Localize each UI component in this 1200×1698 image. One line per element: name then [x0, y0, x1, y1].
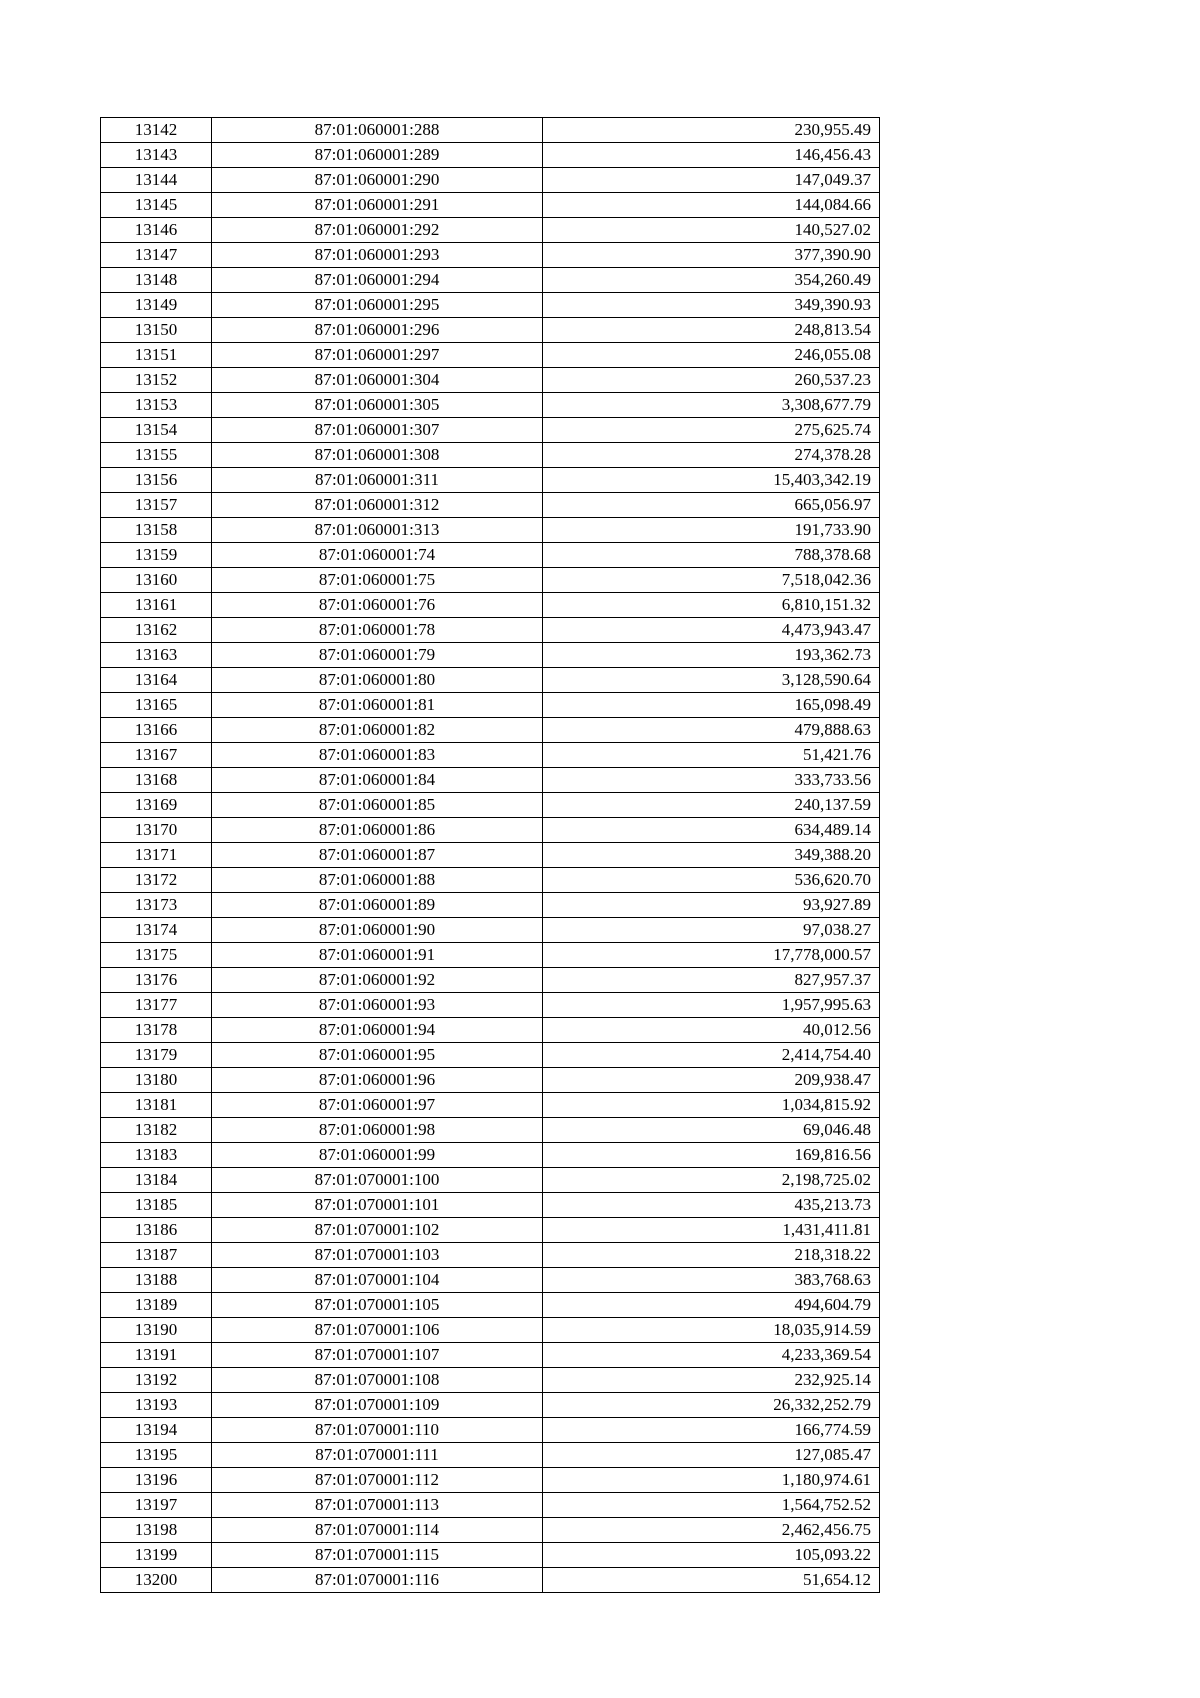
cadastral-number-cell: 87:01:060001:93 — [212, 993, 543, 1018]
cadastral-number-cell: 87:01:060001:297 — [212, 343, 543, 368]
table-row — [101, 368, 880, 393]
value-cell: 191,733.90 — [543, 518, 880, 543]
value-cell: 6,810,151.32 — [543, 593, 880, 618]
value-cell: 93,927.89 — [543, 893, 880, 918]
value-cell: 169,816.56 — [543, 1143, 880, 1168]
row-number-cell: 13170 — [101, 818, 212, 843]
table-row — [101, 293, 880, 318]
value-cell: 144,084.66 — [543, 193, 880, 218]
table-row — [101, 1393, 880, 1418]
row-number-cell: 13150 — [101, 318, 212, 343]
table-row — [101, 318, 880, 343]
value-cell: 665,056.97 — [543, 493, 880, 518]
table-row — [101, 118, 880, 143]
table-row — [101, 143, 880, 168]
cadastral-number-cell: 87:01:060001:92 — [212, 968, 543, 993]
row-number-cell: 13166 — [101, 718, 212, 743]
row-number-cell: 13190 — [101, 1318, 212, 1343]
table-row — [101, 1543, 880, 1568]
value-cell: 634,489.14 — [543, 818, 880, 843]
table-row — [101, 1068, 880, 1093]
cadastral-number-cell: 87:01:060001:307 — [212, 418, 543, 443]
row-number-cell: 13194 — [101, 1418, 212, 1443]
cadastral-number-cell: 87:01:060001:91 — [212, 943, 543, 968]
table-row — [101, 818, 880, 843]
value-cell: 1,180,974.61 — [543, 1468, 880, 1493]
cadastral-number-cell: 87:01:060001:290 — [212, 168, 543, 193]
value-cell: 349,390.93 — [543, 293, 880, 318]
table-row — [101, 543, 880, 568]
value-cell: 435,213.73 — [543, 1193, 880, 1218]
value-cell: 18,035,914.59 — [543, 1318, 880, 1343]
table-row — [101, 1518, 880, 1543]
row-number-cell: 13146 — [101, 218, 212, 243]
cadastral-number-cell: 87:01:060001:78 — [212, 618, 543, 643]
table-row — [101, 843, 880, 868]
table-row — [101, 943, 880, 968]
table-row — [101, 568, 880, 593]
value-cell: 2,414,754.40 — [543, 1043, 880, 1068]
row-number-cell: 13164 — [101, 668, 212, 693]
value-cell: 127,085.47 — [543, 1443, 880, 1468]
table-row — [101, 1568, 880, 1593]
value-cell: 230,955.49 — [543, 118, 880, 143]
row-number-cell: 13168 — [101, 768, 212, 793]
table-row — [101, 1193, 880, 1218]
cadastral-number-cell: 87:01:070001:108 — [212, 1368, 543, 1393]
table-row — [101, 1168, 880, 1193]
cadastral-number-cell: 87:01:070001:101 — [212, 1193, 543, 1218]
table-row — [101, 1493, 880, 1518]
value-cell: 51,421.76 — [543, 743, 880, 768]
value-cell: 3,308,677.79 — [543, 393, 880, 418]
cadastral-number-cell: 87:01:060001:308 — [212, 443, 543, 468]
row-number-cell: 13187 — [101, 1243, 212, 1268]
table-row — [101, 718, 880, 743]
value-cell: 4,233,369.54 — [543, 1343, 880, 1368]
cadastral-number-cell: 87:01:070001:116 — [212, 1568, 543, 1593]
row-number-cell: 13162 — [101, 618, 212, 643]
value-cell: 7,518,042.36 — [543, 568, 880, 593]
row-number-cell: 13159 — [101, 543, 212, 568]
cadastral-number-cell: 87:01:070001:115 — [212, 1543, 543, 1568]
cadastral-number-cell: 87:01:060001:85 — [212, 793, 543, 818]
cadastral-number-cell: 87:01:060001:295 — [212, 293, 543, 318]
cadastral-number-cell: 87:01:060001:291 — [212, 193, 543, 218]
row-number-cell: 13144 — [101, 168, 212, 193]
row-number-cell: 13177 — [101, 993, 212, 1018]
cadastral-number-cell: 87:01:070001:111 — [212, 1443, 543, 1468]
table-row — [101, 993, 880, 1018]
row-number-cell: 13189 — [101, 1293, 212, 1318]
row-number-cell: 13156 — [101, 468, 212, 493]
row-number-cell: 13165 — [101, 693, 212, 718]
table-row — [101, 893, 880, 918]
table-row — [101, 768, 880, 793]
row-number-cell: 13142 — [101, 118, 212, 143]
value-cell: 479,888.63 — [543, 718, 880, 743]
row-number-cell: 13176 — [101, 968, 212, 993]
table-row — [101, 1443, 880, 1468]
table-row — [101, 1093, 880, 1118]
value-cell: 248,813.54 — [543, 318, 880, 343]
table-row — [101, 1243, 880, 1268]
value-cell: 1,957,995.63 — [543, 993, 880, 1018]
table-row — [101, 1293, 880, 1318]
row-number-cell: 13181 — [101, 1093, 212, 1118]
row-number-cell: 13198 — [101, 1518, 212, 1543]
row-number-cell: 13186 — [101, 1218, 212, 1243]
table-row — [101, 668, 880, 693]
row-number-cell: 13151 — [101, 343, 212, 368]
table-row — [101, 418, 880, 443]
table-row — [101, 493, 880, 518]
cadastral-number-cell: 87:01:060001:311 — [212, 468, 543, 493]
cadastral-number-cell: 87:01:060001:86 — [212, 818, 543, 843]
value-cell: 1,034,815.92 — [543, 1093, 880, 1118]
cadastral-number-cell: 87:01:070001:103 — [212, 1243, 543, 1268]
row-number-cell: 13172 — [101, 868, 212, 893]
value-cell: 218,318.22 — [543, 1243, 880, 1268]
table-row — [101, 1018, 880, 1043]
value-cell: 40,012.56 — [543, 1018, 880, 1043]
value-cell: 246,055.08 — [543, 343, 880, 368]
cadastral-number-cell: 87:01:060001:88 — [212, 868, 543, 893]
cadastral-number-cell: 87:01:060001:304 — [212, 368, 543, 393]
cadastral-number-cell: 87:01:060001:97 — [212, 1093, 543, 1118]
row-number-cell: 13152 — [101, 368, 212, 393]
value-cell: 240,137.59 — [543, 793, 880, 818]
cadastral-number-cell: 87:01:060001:82 — [212, 718, 543, 743]
row-number-cell: 13167 — [101, 743, 212, 768]
cadastral-number-cell: 87:01:060001:294 — [212, 268, 543, 293]
row-number-cell: 13192 — [101, 1368, 212, 1393]
cadastral-number-cell: 87:01:060001:79 — [212, 643, 543, 668]
row-number-cell: 13178 — [101, 1018, 212, 1043]
cadastral-number-cell: 87:01:060001:312 — [212, 493, 543, 518]
table-row — [101, 468, 880, 493]
value-cell: 383,768.63 — [543, 1268, 880, 1293]
table-row — [101, 168, 880, 193]
row-number-cell: 13188 — [101, 1268, 212, 1293]
cadastral-number-cell: 87:01:070001:100 — [212, 1168, 543, 1193]
table-row — [101, 518, 880, 543]
row-number-cell: 13145 — [101, 193, 212, 218]
table-row — [101, 618, 880, 643]
table-row — [101, 1318, 880, 1343]
table-row — [101, 1268, 880, 1293]
row-number-cell: 13155 — [101, 443, 212, 468]
table-row — [101, 1143, 880, 1168]
row-number-cell: 13200 — [101, 1568, 212, 1593]
row-number-cell: 13175 — [101, 943, 212, 968]
table-row — [101, 868, 880, 893]
cadastral-number-cell: 87:01:070001:110 — [212, 1418, 543, 1443]
row-number-cell: 13185 — [101, 1193, 212, 1218]
cadastral-number-cell: 87:01:060001:76 — [212, 593, 543, 618]
value-cell: 105,093.22 — [543, 1543, 880, 1568]
row-number-cell: 13196 — [101, 1468, 212, 1493]
table-row — [101, 1368, 880, 1393]
cadastral-number-cell: 87:01:060001:296 — [212, 318, 543, 343]
value-cell: 354,260.49 — [543, 268, 880, 293]
table-row — [101, 268, 880, 293]
row-number-cell: 13199 — [101, 1543, 212, 1568]
row-number-cell: 13171 — [101, 843, 212, 868]
cadastral-number-cell: 87:01:070001:109 — [212, 1393, 543, 1418]
cadastral-number-cell: 87:01:060001:95 — [212, 1043, 543, 1068]
cadastral-number-cell: 87:01:060001:90 — [212, 918, 543, 943]
cadastral-number-cell: 87:01:060001:293 — [212, 243, 543, 268]
table-row — [101, 793, 880, 818]
table-row — [101, 443, 880, 468]
row-number-cell: 13195 — [101, 1443, 212, 1468]
value-cell: 4,473,943.47 — [543, 618, 880, 643]
table-row — [101, 218, 880, 243]
value-cell: 69,046.48 — [543, 1118, 880, 1143]
table-row — [101, 643, 880, 668]
table-row — [101, 1118, 880, 1143]
table-row — [101, 193, 880, 218]
cadastral-number-cell: 87:01:070001:105 — [212, 1293, 543, 1318]
row-number-cell: 13160 — [101, 568, 212, 593]
cadastral-number-cell: 87:01:070001:104 — [212, 1268, 543, 1293]
cadastral-number-cell: 87:01:060001:99 — [212, 1143, 543, 1168]
row-number-cell: 13148 — [101, 268, 212, 293]
cadastral-number-cell: 87:01:060001:75 — [212, 568, 543, 593]
row-number-cell: 13158 — [101, 518, 212, 543]
row-number-cell: 13149 — [101, 293, 212, 318]
cadastral-number-cell: 87:01:060001:292 — [212, 218, 543, 243]
value-cell: 97,038.27 — [543, 918, 880, 943]
value-cell: 536,620.70 — [543, 868, 880, 893]
cadastral-number-cell: 87:01:060001:80 — [212, 668, 543, 693]
cadastral-number-cell: 87:01:070001:102 — [212, 1218, 543, 1243]
table-row — [101, 968, 880, 993]
table-row — [101, 1418, 880, 1443]
value-cell: 193,362.73 — [543, 643, 880, 668]
table-row — [101, 743, 880, 768]
row-number-cell: 13179 — [101, 1043, 212, 1068]
row-number-cell: 13161 — [101, 593, 212, 618]
cadastral-number-cell: 87:01:070001:107 — [212, 1343, 543, 1368]
cadastral-number-cell: 87:01:060001:74 — [212, 543, 543, 568]
value-cell: 147,049.37 — [543, 168, 880, 193]
cadastral-number-cell: 87:01:070001:106 — [212, 1318, 543, 1343]
table-row — [101, 918, 880, 943]
value-cell: 1,431,411.81 — [543, 1218, 880, 1243]
row-number-cell: 13147 — [101, 243, 212, 268]
value-cell: 349,388.20 — [543, 843, 880, 868]
value-cell: 2,462,456.75 — [543, 1518, 880, 1543]
cadastral-number-cell: 87:01:060001:305 — [212, 393, 543, 418]
cadastral-number-cell: 87:01:070001:114 — [212, 1518, 543, 1543]
value-cell: 333,733.56 — [543, 768, 880, 793]
row-number-cell: 13143 — [101, 143, 212, 168]
value-cell: 26,332,252.79 — [543, 1393, 880, 1418]
cadastral-number-cell: 87:01:070001:112 — [212, 1468, 543, 1493]
value-cell: 166,774.59 — [543, 1418, 880, 1443]
value-cell: 165,098.49 — [543, 693, 880, 718]
value-cell: 827,957.37 — [543, 968, 880, 993]
cadastral-number-cell: 87:01:060001:313 — [212, 518, 543, 543]
value-cell: 140,527.02 — [543, 218, 880, 243]
table-row — [101, 1218, 880, 1243]
row-number-cell: 13169 — [101, 793, 212, 818]
cadastral-number-cell: 87:01:060001:98 — [212, 1118, 543, 1143]
row-number-cell: 13180 — [101, 1068, 212, 1093]
value-cell: 15,403,342.19 — [543, 468, 880, 493]
cadastral-number-cell: 87:01:060001:81 — [212, 693, 543, 718]
cadastral-number-cell: 87:01:060001:83 — [212, 743, 543, 768]
value-cell: 51,654.12 — [543, 1568, 880, 1593]
cadastral-number-cell: 87:01:060001:94 — [212, 1018, 543, 1043]
table-row — [101, 693, 880, 718]
value-cell: 232,925.14 — [543, 1368, 880, 1393]
row-number-cell: 13183 — [101, 1143, 212, 1168]
value-cell: 3,128,590.64 — [543, 668, 880, 693]
cadastral-number-cell: 87:01:060001:96 — [212, 1068, 543, 1093]
table-row — [101, 393, 880, 418]
cadastral-number-cell: 87:01:060001:89 — [212, 893, 543, 918]
cadastral-number-cell: 87:01:070001:113 — [212, 1493, 543, 1518]
row-number-cell: 13157 — [101, 493, 212, 518]
value-cell: 377,390.90 — [543, 243, 880, 268]
table-row — [101, 1468, 880, 1493]
value-cell: 1,564,752.52 — [543, 1493, 880, 1518]
value-cell: 274,378.28 — [543, 443, 880, 468]
value-cell: 494,604.79 — [543, 1293, 880, 1318]
value-cell: 17,778,000.57 — [543, 943, 880, 968]
cadastral-number-cell: 87:01:060001:288 — [212, 118, 543, 143]
cadastral-number-cell: 87:01:060001:289 — [212, 143, 543, 168]
table-row — [101, 593, 880, 618]
row-number-cell: 13163 — [101, 643, 212, 668]
table-body — [101, 118, 880, 1593]
value-cell: 260,537.23 — [543, 368, 880, 393]
cadastral-number-cell: 87:01:060001:87 — [212, 843, 543, 868]
value-cell: 788,378.68 — [543, 543, 880, 568]
row-number-cell: 13184 — [101, 1168, 212, 1193]
row-number-cell: 13154 — [101, 418, 212, 443]
row-number-cell: 13153 — [101, 393, 212, 418]
row-number-cell: 13197 — [101, 1493, 212, 1518]
row-number-cell: 13182 — [101, 1118, 212, 1143]
row-number-cell: 13193 — [101, 1393, 212, 1418]
row-number-cell: 13191 — [101, 1343, 212, 1368]
table-row — [101, 1043, 880, 1068]
cadastral-number-cell: 87:01:060001:84 — [212, 768, 543, 793]
table-row — [101, 243, 880, 268]
value-cell: 275,625.74 — [543, 418, 880, 443]
table-row — [101, 343, 880, 368]
value-cell: 209,938.47 — [543, 1068, 880, 1093]
cadastral-value-table — [100, 117, 880, 1593]
row-number-cell: 13173 — [101, 893, 212, 918]
row-number-cell: 13174 — [101, 918, 212, 943]
value-cell: 146,456.43 — [543, 143, 880, 168]
table-row — [101, 1343, 880, 1368]
value-cell: 2,198,725.02 — [543, 1168, 880, 1193]
